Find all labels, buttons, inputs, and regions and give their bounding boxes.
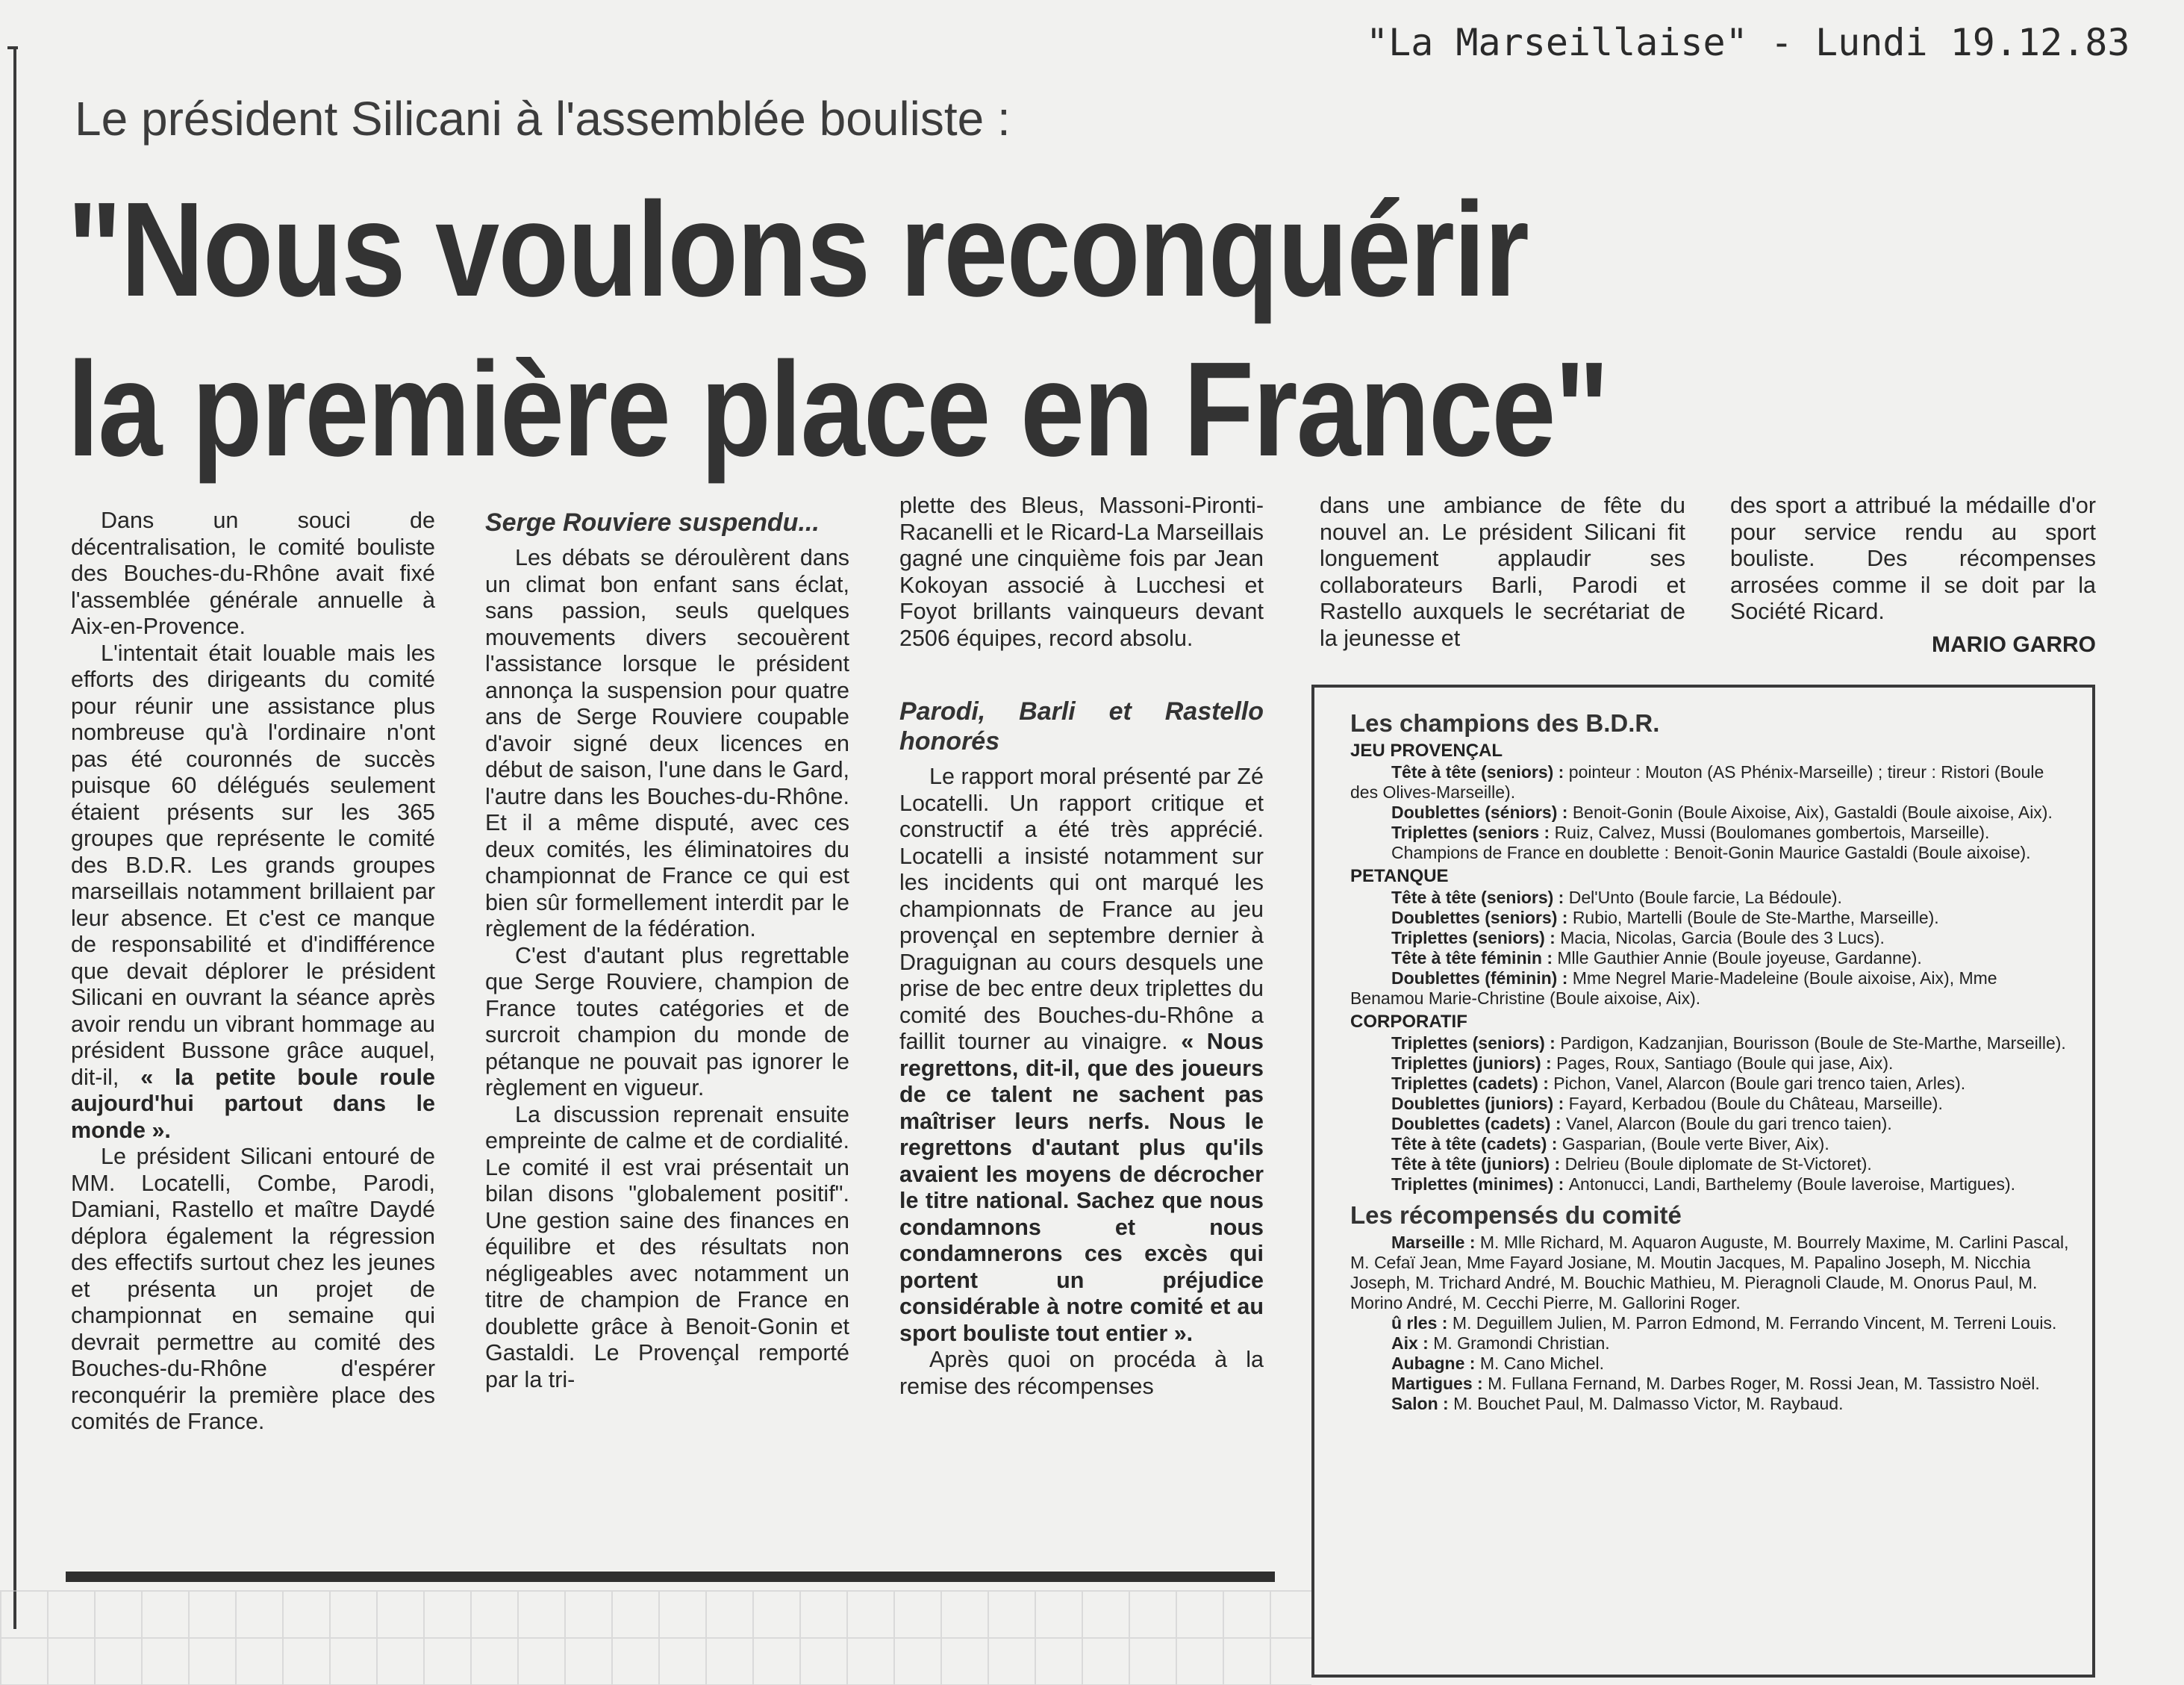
section-heading: CORPORATIF — [1350, 1012, 1467, 1032]
result-text: Pardigon, Kadzanjian, Bourisson (Boule de Ste-Marthe, Marseille). — [1560, 1033, 2066, 1053]
result-text: Vanel, Alarcon (Boule du gari trenco taien). — [1565, 1114, 1892, 1133]
result-label: Salon : — [1391, 1394, 1454, 1413]
result-text: M. Gramondi Christian. — [1433, 1333, 1610, 1353]
result-label: Tête à tête (cadets) : — [1391, 1134, 1562, 1153]
result-entry — [1350, 1134, 2070, 1154]
results-box — [1311, 685, 2095, 1678]
result-entry — [1350, 908, 2070, 928]
result-entry — [1350, 1374, 2070, 1394]
section-heading: JEU PROVENÇAL — [1350, 741, 1503, 761]
paragraph: Le président Silicani entouré de MM. Locatelli, Combe, Parodi, Damiani, Rastello et maître Daydé déplora également la régression des effectifs surtout chez les jeunes et présenta un projet de championnat en semaine qui devrait permettre au comité des Bouches-du-Rhône d'espérer reconquérir la première place des comités de France. — [71, 1144, 435, 1434]
result-entry — [1350, 803, 2070, 823]
result-entry — [1350, 1313, 2070, 1333]
headline-line-2: la première place en France" — [67, 334, 1609, 485]
article-column-3 — [899, 493, 1264, 1400]
paragraph: Les débats se déroulèrent dans un climat bon enfant sans éclat, sans passion, seuls quelques mouvements divers secouèrent l'assistance lorsque le président annonça la suspension pour quatre ans de Serge Rouviere coupable d'avoir signé deux licences en début de saison, l'une dans le Gard, l'autre dans les Bouches-du-Rhône. Et il a même disputé, avec ces deux comités, les éliminatoires du championnat de France ce qui est bien sûr formellement interdit par le règlement de la fédération. — [485, 545, 849, 941]
bottom-rule — [66, 1572, 1275, 1582]
result-entry — [1350, 1333, 2070, 1354]
result-text: Fayard, Kerbadou (Boule du Château, Marseille). — [1568, 1094, 1943, 1113]
result-label: Aubagne : — [1391, 1354, 1480, 1373]
result-label: Doublettes (cadets) : — [1391, 1114, 1566, 1133]
result-label: Marseille : — [1391, 1233, 1480, 1252]
result-entry — [1350, 1114, 2070, 1134]
paragraph: La discussion reprenait ensuite empreinte de calme et de cordialité. Le comité il est vrai présentait un bilan disons "globalement positif". Une gestion saine des finances en équilibre et des résultats non négligeables avec notamment un titre de champion de France en doublette grâce à Benoit-Gonin et Gastaldi. Le Provençal remporté par la tri- — [485, 1101, 849, 1392]
result-entry — [1350, 1233, 2070, 1313]
left-margin-tick — [7, 46, 18, 49]
result-text: Del'Unto (Boule farcie, La Bédoule). — [1568, 888, 1842, 907]
result-text: Mme Negrel Marie-Madeleine (Boule aixoise, Aix), Mme Benamou Marie-Christine (Boule aixoise, Aix). — [1350, 968, 1997, 1008]
subheading: Parodi, Barli et Rastello honorés — [899, 697, 1264, 756]
result-label: Doublettes (séniors) : — [1391, 803, 1573, 822]
paragraph — [899, 764, 1264, 1347]
result-entry — [1350, 968, 2070, 1009]
result-label: Aix : — [1391, 1333, 1434, 1353]
result-text: Gasparian, (Boule verte Biver, Aix). — [1561, 1134, 1829, 1153]
paragraph: C'est d'autant plus regrettable que Serge Rouviere, champion de France toutes catégories et de surcroit champion du monde de pétanque ne pouvait pas ignorer le règlement en vigueur. — [485, 942, 849, 1100]
paragraph — [71, 641, 435, 1144]
result-entry — [1350, 843, 2070, 863]
result-text: M. Mlle Richard, M. Aquaron Auguste, M. Bourrely Maxime, M. Carlini Pascal, M. Cefaï Jean, Mme Fayard Josiane, M. Moutin Jacques, M. Papalino Joseph, M. Nicchia Joseph, M. Trichard André, M. Bouchic Mathieu, M. Pieragnoli Claude, M. Onorus Paul, M. Morino André, M. Cecchi Pierre, M. Gallorini Roger. — [1350, 1233, 2069, 1312]
result-label: û rles : — [1391, 1313, 1453, 1333]
result-text: Champions de France en doublette : Benoit-Gonin Maurice Gastaldi (Boule aixoise). — [1391, 843, 2031, 862]
result-label: Triplettes (cadets) : — [1391, 1074, 1554, 1093]
result-entry — [1350, 1053, 2070, 1074]
result-label: Tête à tête (seniors) : — [1391, 888, 1569, 907]
result-entry — [1350, 1154, 2070, 1174]
result-label: Doublettes (seniors) : — [1391, 908, 1573, 927]
left-margin-rule — [13, 46, 16, 1629]
result-label: Triplettes (seniors) : — [1391, 928, 1561, 947]
result-entry — [1350, 1094, 2070, 1114]
result-entry — [1350, 888, 2070, 908]
result-text: Pichon, Vanel, Alarcon (Boule gari trenco taien, Arles). — [1553, 1074, 1966, 1093]
result-text: Rubio, Martelli (Boule de Ste-Marthe, Marseille). — [1572, 908, 1939, 927]
result-label: Doublettes (juniors) : — [1391, 1094, 1569, 1113]
result-entry — [1350, 1354, 2070, 1374]
result-text: Benoit-Gonin (Boule Aixoise, Aix), Gastaldi (Boule aixoise, Aix). — [1572, 803, 2053, 822]
box-title: Les champions des B.D.R. — [1350, 709, 1660, 737]
result-label: Triplettes (seniors : — [1391, 823, 1555, 842]
paragraph: Après quoi on procéda à la remise des récompenses — [899, 1347, 1264, 1399]
paragraph: plette des Bleus, Massoni-Pironti-Racanelli et le Ricard-La Marseillais gagné une cinquième fois par Jean Kokoyan associé à Lucchesi et Foyot brillants vainqueurs devant 2506 équipes, record absolu. — [899, 493, 1264, 651]
result-entry — [1350, 1394, 2070, 1414]
result-text: Mlle Gauthier Annie (Boule joyeuse, Gardanne). — [1557, 948, 1922, 968]
dateline: "La Marseillaise" - Lundi 19.12.83 — [1366, 21, 2130, 64]
result-entry — [1350, 928, 2070, 948]
result-text: M. Cano Michel. — [1479, 1354, 1605, 1373]
result-text: M. Bouchet Paul, M. Dalmasso Victor, M. Raybaud. — [1453, 1394, 1844, 1413]
result-entry — [1350, 762, 2070, 803]
subheading: Serge Rouviere suspendu... — [485, 508, 820, 537]
headline-line-1: "Nous voulons reconquérir — [67, 175, 1529, 325]
result-label: Martigues : — [1391, 1374, 1488, 1393]
result-entry — [1350, 1174, 2070, 1195]
graph-paper-background — [0, 1590, 1311, 1685]
author-signature: MARIO GARRO — [1932, 632, 2096, 657]
article-column-4 — [1320, 493, 1685, 652]
article-column-2 — [485, 508, 849, 1393]
result-text: Macia, Nicolas, Garcia (Boule des 3 Lucs). — [1560, 928, 1885, 947]
quote-bold: « la petite boule roule aujourd'hui partout dans le monde ». — [71, 1064, 435, 1143]
quote-bold: « Nous regrettons, dit-il, que des joueurs de ce talent ne sachent pas maîtriser leurs nerfs. Nous le regrettons d'autant plus qu'ils avaient les moyens de décrocher le titre national. Sachez que nous condamnons et nous condamnerons ces excès qui portent un préjudice considérable à notre comité et au sport bouliste tout entier ». — [899, 1029, 1264, 1346]
result-text: Ruiz, Calvez, Mussi (Boulomanes gombertois, Marseille). — [1554, 823, 1990, 842]
result-entry — [1350, 1033, 2070, 1053]
result-label: Tête à tête féminin : — [1391, 948, 1558, 968]
paragraph: Dans un souci de décentralisation, le comité bouliste des Bouches-du-Rhône avait fixé l'assemblée générale annuelle à Aix-en-Provence. — [71, 508, 435, 639]
result-label: Tête à tête (seniors) : — [1391, 762, 1569, 782]
paragraph: des sport a attribué la médaille d'or pour service rendu au sport bouliste. Des récompenses arrosées comme il se doit par la Société Ricard. — [1730, 493, 2096, 624]
awards-list — [1350, 1233, 2070, 1414]
champion-sections — [1350, 741, 2070, 1195]
paragraph-text: L'intentait était louable mais les efforts des dirigeants du comité pour réunir une assistance plus nombreuse qu'à l'ordinaire n'ont pas été couronnés de succès puisque 60 délégués seulement étaient présents sur les 365 groupes que représente le comité des B.D.R. Les grands groupes marseillais notamment brillaient par leur absence. Et c'est ce manque de responsabilité et d'indifférence que devait déplorer le président Silicani en ouvrant la séance après avoir rendu un vibrant hommage au président Bussone grâce auquel, dit-il, — [71, 640, 435, 1090]
awards-title: Les récompensés du comité — [1350, 1201, 1682, 1229]
section-heading: PETANQUE — [1350, 866, 1449, 886]
result-entry — [1350, 948, 2070, 968]
article-column-5 — [1730, 493, 2096, 658]
result-text: Pages, Roux, Santiago (Boule qui jase, Aix). — [1556, 1053, 1894, 1073]
article-column-1 — [71, 508, 435, 1436]
result-text: M. Fullana Fernand, M. Darbes Roger, M. Rossi Jean, M. Tassistro Noël. — [1488, 1374, 2040, 1393]
result-text: M. Deguillem Julien, M. Parron Edmond, M. Ferrando Vincent, M. Terreni Louis. — [1452, 1313, 2057, 1333]
result-text: pointeur : Mouton (AS Phénix-Marseille) ; tireur : Ristori (Boule des Olives-Marseille). — [1350, 762, 2044, 802]
result-entry — [1350, 823, 2070, 843]
result-label: Tête à tête (juniors) : — [1391, 1154, 1565, 1174]
kicker: Le président Silicani à l'assemblée bouliste : — [75, 92, 1011, 146]
result-text: Antonucci, Landi, Barthelemy (Boule laveroise, Martigues). — [1568, 1174, 2016, 1194]
headline — [67, 170, 1609, 490]
result-label: Triplettes (minimes) : — [1391, 1174, 1569, 1194]
result-label: Triplettes (juniors) : — [1391, 1053, 1557, 1073]
result-label: Triplettes (seniors) : — [1391, 1033, 1561, 1053]
result-label: Doublettes (féminin) : — [1391, 968, 1573, 988]
result-entry — [1350, 1074, 2070, 1094]
result-text: Delrieu (Boule diplomate de St-Victoret). — [1564, 1154, 1872, 1174]
paragraph: dans une ambiance de fête du nouvel an. Le président Silicani fit longuement applaudir ses collaborateurs Barli, Parodi et Rastello auxquels le secrétariat de la jeunesse et — [1320, 493, 1685, 651]
paragraph-text: Le rapport moral présenté par Zé Locatelli. Un rapport critique et constructif a été très apprécié. Locatelli a insisté notamment sur les incidents qui ont marqué les championnats de France au jeu provençal en septembre dernier à Draguignan au cours desquels une prise de bec entre deux triplettes du comité des Bouches-du-Rhône a faillit tourner au vinaigre. — [899, 764, 1264, 1054]
